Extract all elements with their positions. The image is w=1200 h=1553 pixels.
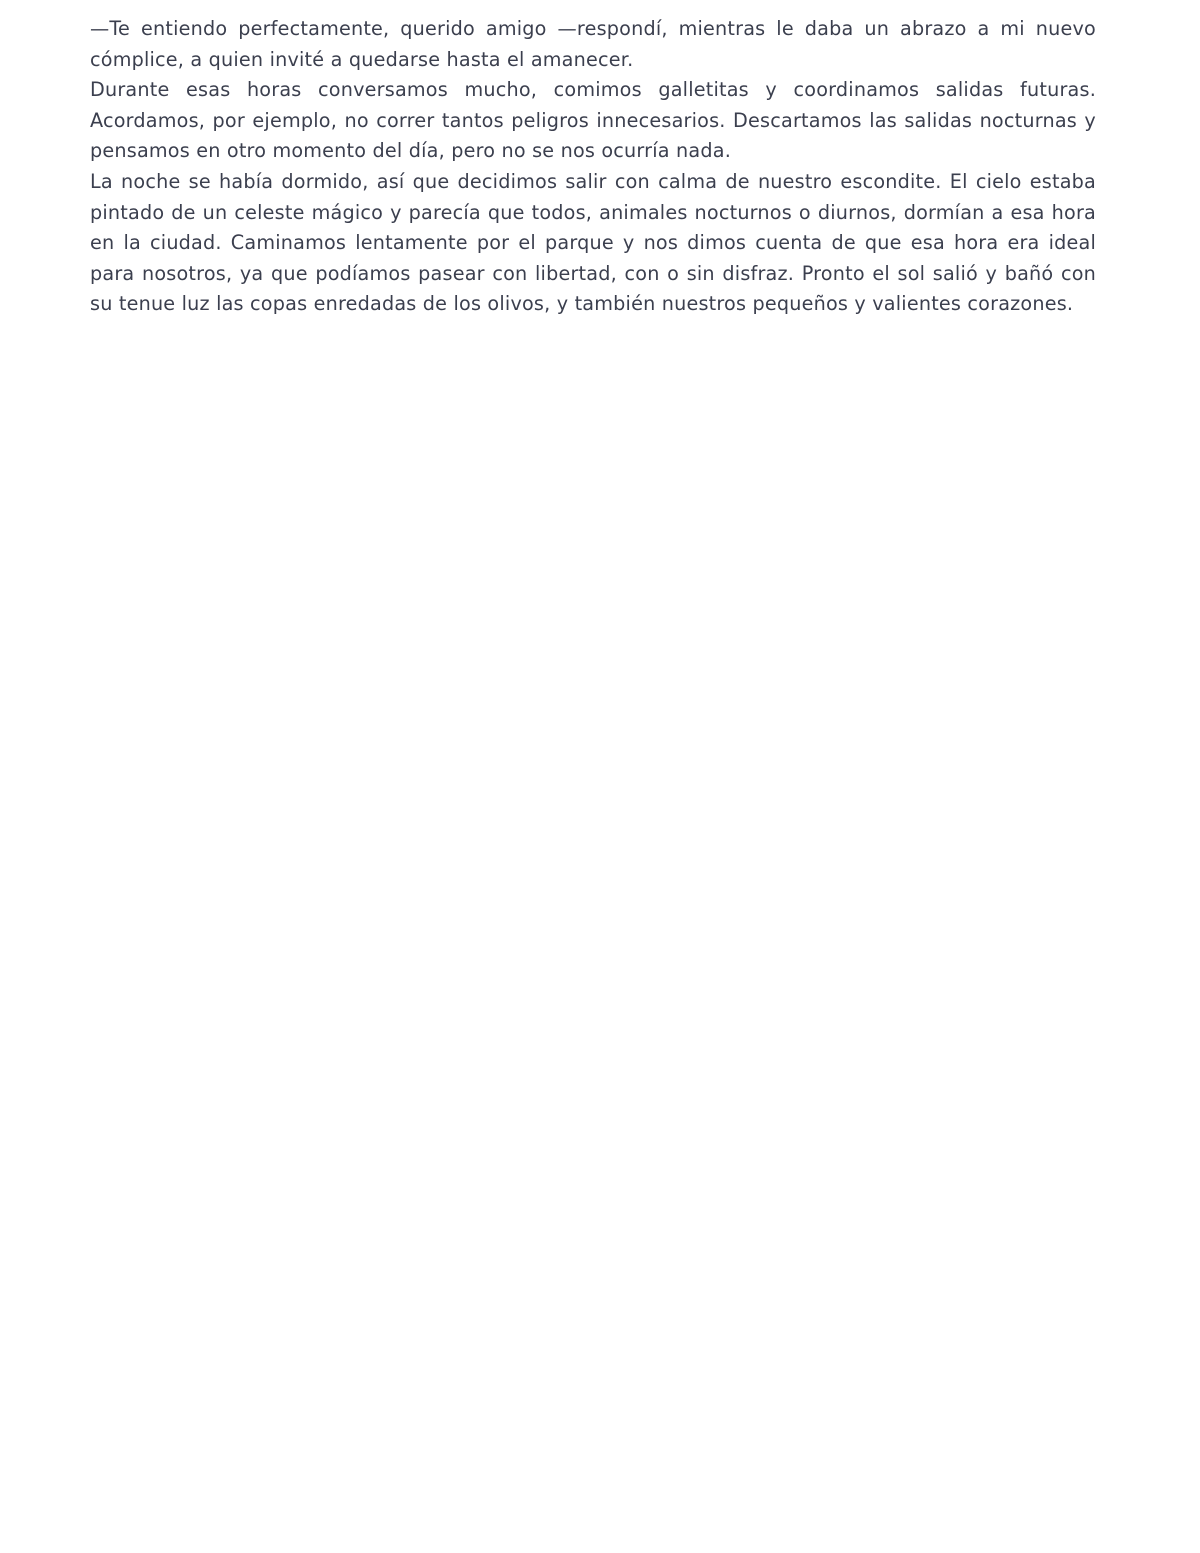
paragraph-dawn: La noche se había dormido, así que decidimos salir con calma de nuestro escondite. El cielo estaba pintado de un celeste mágico y parecía que todos, animales nocturnos o diurnos, dormían a esa hora en la ciudad. Caminamos lentamente por el parque y nos dimos cuenta de que esa hora era ideal para nosotros, ya que podíamos pasear con libertad, con o sin disfraz. Pronto el sol salió y bañó con su tenue luz las copas enredadas de los olivos, y también nuestros pequeños y valientes corazones. [90,169,1096,316]
paragraph-dialogue: —Te entiendo perfectamente, querido amigo —respondí, mientras le daba un abrazo a mi nuevo cómplice, a quien invité a quedarse hasta el amanecer. [90,17,1096,71]
paragraph-conversation: Durante esas horas conversamos mucho, comimos galletitas y coordinamos salidas futuras. Acordamos, por ejemplo, no correr tantos peligros innecesarios. Descartamos las salidas nocturnas y pensamos en otro momento del día, pero no se nos ocurría nada. [90,78,1096,163]
body-text [90,14,1096,320]
